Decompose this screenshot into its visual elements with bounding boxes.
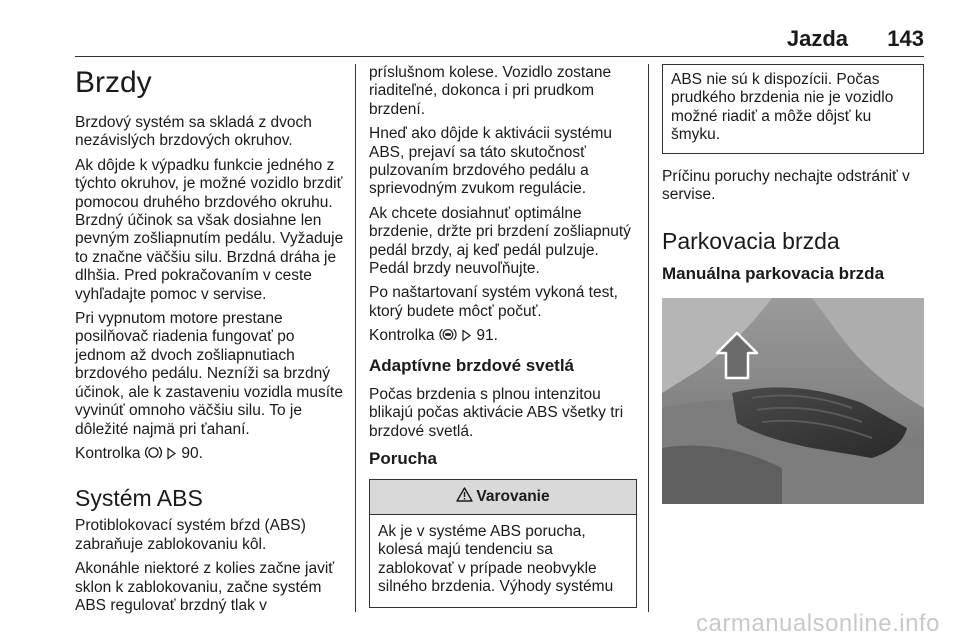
warning-header <box>370 480 636 515</box>
paragraph: príslušnom kolese. Vozidlo zostane riaditeľné, dokonca i pri prudkom brzdení. <box>369 64 612 118</box>
paragraph: Hneď ako dôjde k aktivácii systému ABS, prejaví sa táto skutočnosť pulzovaním brzdového pedálu a sprievodným zvukom regulácie. <box>369 125 612 198</box>
abs-warning-icon <box>439 327 457 347</box>
column-1 <box>75 64 345 621</box>
column-divider-1 <box>355 64 356 612</box>
indicator-label: Kontrolka <box>75 444 141 462</box>
column-divider-2 <box>648 64 649 612</box>
subsection-title-manual-parking-brake: Manuálna parkovacia brzda <box>662 264 885 284</box>
column-3 <box>662 64 924 504</box>
paragraph: Počas brzdenia s plnou intenzitou blikajú počas aktivácie ABS všetky tri brzdové svetlá. <box>369 385 624 440</box>
warning-continuation-box: ABS nie sú k dispozícii. Počas prudkého brzdenia nie je vozidlo možné riadiť a môže dôjsť ku šmyku. <box>662 64 924 154</box>
section-title-brakes: Brzdy <box>75 66 152 99</box>
indicator-reference <box>369 327 637 347</box>
brake-warning-icon <box>145 445 162 465</box>
paragraph: Ak dôjde k výpadku funkcie jedného z týchto okruhov, je možné vozidlo brzdiť pomocou druhého brzdového okruhu. Brzdný účinok sa však dosiahne len pevným zošliapnutím pedálu. Vyžaduje to značne väčšiu silu. Brzdná dráha je dlhšia. Pred pokračovaním v ceste vyhľadajte pomoc v servise. <box>75 156 344 303</box>
paragraph: Príčinu poruchy nechajte odstrániť v servise. <box>662 167 910 204</box>
page-number: 143 <box>887 26 924 51</box>
paragraph: Po naštartovaní systém vykoná test, ktorý budete môcť počuť. <box>369 284 618 320</box>
indicator-reference <box>75 445 345 465</box>
paragraph: Protiblokovací systém bŕzd (ABS) zabraňuje zablokovaniu kôl. <box>75 517 306 553</box>
page-reference-icon <box>461 329 472 347</box>
column-2 <box>369 64 637 608</box>
paragraph: Akonáhle niektoré z kolies začne javiť sklon k zablokovaniu, začne systém ABS regulovať brzdný tlak v <box>75 560 335 614</box>
section-title-abs: Systém ABS <box>75 485 203 512</box>
warning-text: Ak je v systéme ABS porucha, kolesá majú tendenciu sa zablokovať v prípade neobvykle silného brzdenia. Výhody systému <box>378 522 614 596</box>
page-reference-icon <box>166 447 177 465</box>
section-title-parking-brake: Parkovacia brzda <box>662 228 840 255</box>
subsection-title-fault: Porucha <box>369 448 438 468</box>
warning-box <box>369 479 637 608</box>
paragraph: Ak chcete dosiahnuť optimálne brzdenie, držte pri brzdení zošliapnutý pedál brzdy, aj keď pedál pulzuje. Pedál brzdy neuvoľňujte. <box>369 204 631 278</box>
warning-label: Varovanie <box>476 487 550 505</box>
chapter-title: Jazda <box>786 26 848 51</box>
indicator-label: Kontrolka <box>369 327 435 345</box>
page-header <box>0 26 960 56</box>
page-reference[interactable]: 90. <box>181 444 203 462</box>
header-rule <box>75 56 924 57</box>
page-reference[interactable]: 91. <box>476 327 498 345</box>
subsection-title-adaptive-brake-lights: Adaptívne brzdové svetlá <box>369 355 575 375</box>
watermark: carmanualsonline.info <box>696 610 940 637</box>
paragraph: Brzdový systém sa skladá z dvoch nezávislých brzdových okruhov. <box>75 114 312 150</box>
warning-triangle-icon <box>456 487 473 507</box>
paragraph: Pri vypnutom motore prestane posilňovač riadenia fungovať po jednom až dvoch zošliapnutiach brzdového pedálu. Nezníži sa brzdný účinok, ale k zastaveniu vozidla musíte vyvinúť omnoho väčšiu silu. To je dôležité najmä pri ťahaní. <box>75 310 343 438</box>
parking-brake-photo <box>662 298 924 504</box>
